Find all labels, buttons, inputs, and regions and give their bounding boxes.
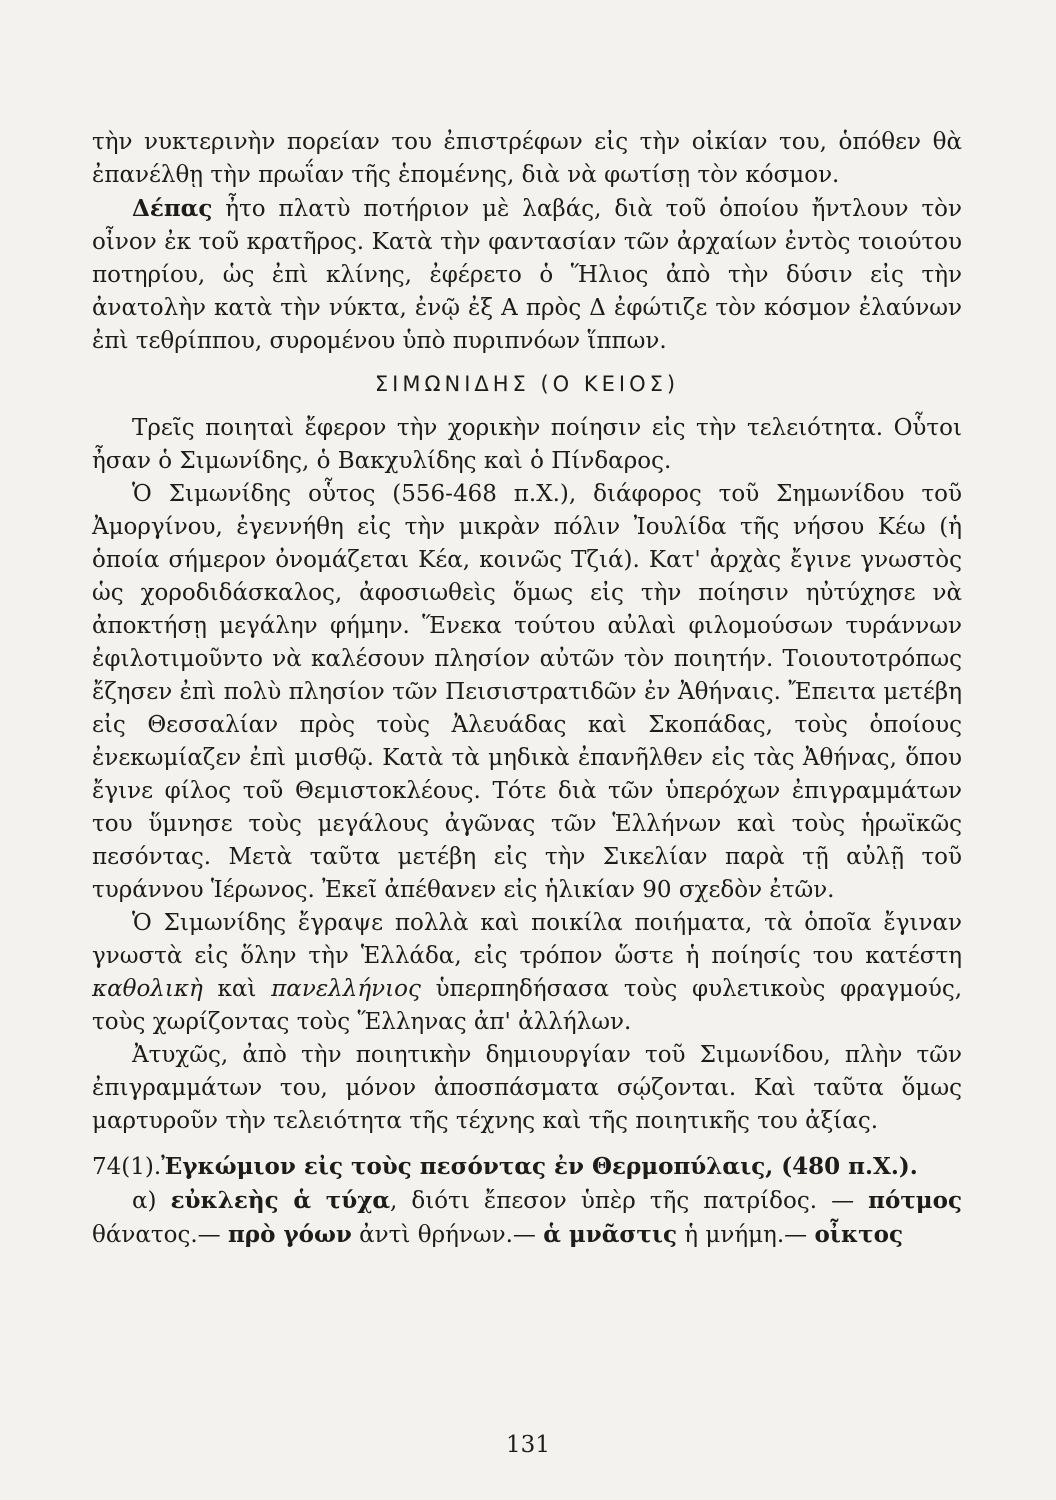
page-number: 131 [506,1432,550,1458]
body-paragraph-4: Ἀτυχῶς, ἀπὸ τὴν ποιητικὴν δημιουργίαν τοῦ Σιμωνίδου, πλὴν τῶν ἐπιγραμμάτων του, μόνον ἀποσπάσματα σῴζονται. Καὶ ταῦτα ὅμως μαρτυροῦν τὴν τελειότητα τῆς τέχνης καὶ τῆς ποιητικῆς του ἀξίας. [92,1042,962,1134]
p3-italic-panellinios: πανελλήνιος [271,976,421,1002]
poem-title-text: Ἐγκώμιον εἰς τοὺς πεσόντας ἐν Θερμοπύλαις, (480 π.Χ.). [161,1153,918,1180]
intro-paragraph: τὴν νυκτερινὴν πορείαν του ἐπιστρέφων εἰς τὴν οἰκίαν του, ὁπόθεν θὰ ἐπανέλθῃ τὴν πρωΐαν τῆς ἑπομένης, διὰ νὰ φωτίσῃ τὸν κόσμον. [92,129,962,188]
note-def-1: , διότι ἔπεσον ὑπὲρ τῆς πατρίδος. — [390,1188,869,1214]
note-def-3: ἀντὶ θρήνων.— [351,1222,544,1248]
body-paragraph-1: Τρεῖς ποιηταὶ ἔφερον τὴν χορικὴν ποίησιν εἰς τὴν τελειότητα. Οὗτοι ἦσαν ὁ Σιμωνίδης, ὁ Βακχυλίδης καὶ ὁ Πίνδαρος. [92,415,962,474]
body-paragraph-3 [92,907,962,1039]
p3-text-a: Ὁ Σιμωνίδης ἔγραψε πολλὰ καὶ ποικίλα ποιήματα, τὰ ὁποῖα ἔγιναν γνωστὰ εἰς ὅλην τὴν Ἑλλάδα, εἰς τρόπον ὥστε ἡ ποίησίς του κατέστη [92,910,962,969]
depas-definition: ἦτο πλατὺ ποτήριον μὲ λαβάς, διὰ τοῦ ὁποίου ἤντλουν τὸν οἶνον ἐκ τοῦ κρατῆρος. Κατὰ τὴν φαντασίαν τῶν ἀρχαίων ἐντὸς τοιούτου ποτηρίου, ὡς ἐπὶ κλίνης, ἐφέρετο ὁ Ἥλιος ἀπὸ τὴν δύσιν εἰς τὴν ἀνατολὴν κατὰ τὴν νύκτα, ἐνῷ ἐξ Α πρὸς Δ ἐφώτιζε τὸν κόσμον ἐλαύνων ἐπὶ τεθρίππου, συρομένου ὑπὸ πυριπνόων ἵππων. [92,196,962,354]
p3-text-mid: καὶ [202,976,272,1002]
page-text [92,126,962,1252]
note-def-4: ἡ μνήμη.— [677,1222,815,1248]
note-term-1: εὐκλεὴς ἁ τύχα [170,1187,391,1214]
note-term-4: ἁ μνᾶστις [543,1221,677,1248]
p3-italic-katholiki: καθολικὴ [92,976,203,1002]
glossary-notes [92,1184,962,1252]
depas-paragraph [92,192,962,358]
p3-text-b: ὑπερπηδήσασα τοὺς φυλετικοὺς φραγμούς, τοὺς χωρίζοντας τοὺς Ἕλληνας ἀπ' ἀλλήλων. [92,976,963,1035]
term-depas: Δέπας [132,195,213,222]
poem-title [92,1150,962,1184]
section-heading: ΣΙΜΩΝΙΔΗΣ (Ο ΚΕΙΟΣ) [374,372,680,396]
note-term-3: πρὸ γόων [227,1221,352,1248]
body-paragraph-2: Ὁ Σιμωνίδης οὗτος (556-468 π.Χ.), διάφορος τοῦ Σημωνίδου τοῦ Ἀμοργίνου, ἐγεννήθη εἰς τὴν μικρὰν πόλιν Ἰουλίδα τῆς νήσου Κέω (ἡ ὁποία σήμερον ὀνομάζεται Κέα, κοινῶς Τζιά). Κατ' ἀρχὰς ἔγινε γνωστὸς ὡς χοροδιδάσκαλος, ἀφοσιωθεὶς ὅμως εἰς τὴν ποίησιν ηὐτύχησε νὰ ἀποκτήσῃ μεγάλην φήμην. Ἕνεκα τούτου αὐλαὶ φιλομούσων τυράννων ἐφιλοτιμοῦντο νὰ καλέσουν πλησίον αὐτῶν τὸν ποιητήν. Τοιουτοτρόπως ἔζησεν ἐπὶ πολὺ πλησίον τῶν Πεισιστρατιδῶν ἐν Ἀθήναις. Ἔπειτα μετέβη εἰς Θεσσαλίαν πρὸς τοὺς Ἀλευάδας καὶ Σκοπάδας, τοὺς ὁποίους ἐνεκωμίαζεν ἐπὶ μισθῷ. Κατὰ τὰ μηδικὰ ἐπανῆλθεν εἰς τὰς Ἀθήνας, ὅπου ἔγινε φίλος τοῦ Θεμιστοκλέους. Τότε διὰ τῶν ὑπερόχων ἐπιγραμμάτων του ὕμνησε τοὺς μεγάλους ἀγῶνας τῶν Ἑλλήνων καὶ τοὺς ἡρωϊκῶς πεσόντας. Μετὰ ταῦτα μετέβη εἰς τὴν Σικελίαν παρὰ τῇ αὐλῇ τοῦ τυράννου Ἱέρωνος. Ἐκεῖ ἀπέθανεν εἰς ἡλικίαν 90 σχεδὸν ἐτῶν. [92,481,962,903]
note-label: α) [132,1188,157,1214]
note-def-2: θάνατος.— [92,1222,228,1248]
note-term-2: πότμος [868,1187,962,1214]
note-term-5: οἶκτος [814,1221,903,1248]
poem-number: 74(1). [92,1154,162,1180]
